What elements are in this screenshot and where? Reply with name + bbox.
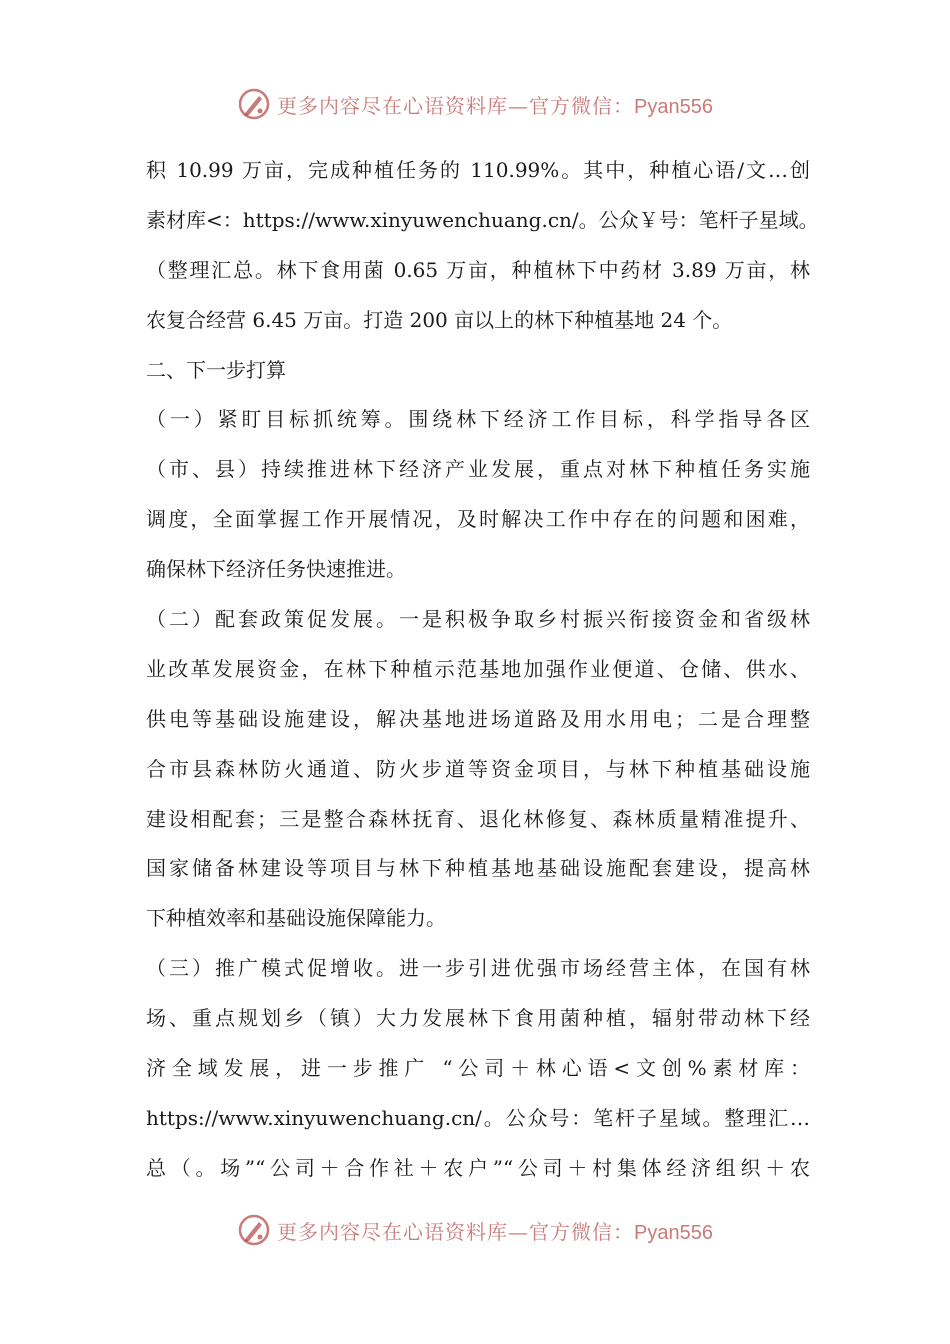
watermark-text: 更多内容尽在心语资料库—官方微信：Pyan556 [277,1219,713,1244]
text-line: 积 10.99 万亩，完成种植任务的 110.99%。其中，种植心语/文…创 [146,158,810,182]
pen-logo-icon [237,87,271,121]
text-line: 素材库<：https://www.xinyuwenchuang.cn/。公众￥号：笔杆子星域。 [146,207,819,232]
text-line: （整理汇总。林下食用菌 0.65 万亩，种植林下中药材 3.89 万亩，林 [146,257,810,282]
watermark-handle: Pyan556 [634,1221,713,1244]
text-line: 场、重点规划乡（镇）大力发展林下食用菌种植，辐射带动林下经 [146,1006,810,1031]
footer-watermark [0,1206,950,1254]
document-body [146,146,819,1194]
text-line: （三）推广模式促增收。进一步引进优强市场经营主体，在国有林 [146,956,810,981]
pen-logo-icon [237,1213,271,1247]
text-line: 业改革发展资金，在林下种植示范基地加强作业便道、仓储、供水、 [146,656,810,681]
text-line: 合市县森林防火通道、防火步道等资金项目，与林下种植基础设施 [146,756,810,781]
text-line: 确保林下经济任务快速推进。 [146,557,406,582]
watermark-text: 更多内容尽在心语资料库—官方微信：Pyan556 [277,93,713,118]
text-line: 总（。场”“公司＋合作社＋农户”“公司＋村集体经济组织＋农 [146,1155,810,1180]
text-line: 供电等基础设施建设，解决基地进场道路及用水用电；二是合理整 [146,706,810,731]
text-line: （二）配套政策促发展。一是积极争取乡村振兴衔接资金和省级林 [146,607,810,632]
text-line: 农复合经营 6.45 万亩。打造 200 亩以上的林下种植基地 24 个。 [146,307,733,332]
text-line: 建设相配套；三是整合森林抚育、退化林修复、森林质量精准提升、 [146,806,810,831]
text-line: 下种植效率和基础设施保障能力。 [146,906,446,931]
text-line: 济全域发展，进一步推广 “公司＋林心语<文创%素材库： [146,1056,810,1081]
text-line: 国家储备林建设等项目与林下种植基地基础设施配套建设，提高林 [146,856,810,881]
text-line: （一）紧盯目标抓统筹。围绕林下经济工作目标，科学指导各区 [146,407,810,432]
text-line: 调度，全面掌握工作开展情况，及时解决工作中存在的问题和困难， [146,507,810,532]
header-watermark [0,80,950,128]
watermark-handle: Pyan556 [634,95,713,118]
text-line: https://www.xinyuwenchuang.cn/。公众号：笔杆子星域。整理汇… [146,1105,810,1130]
text-line: （市、县）持续推进林下经济产业发展，重点对林下种植任务实施 [146,457,810,482]
section-heading: 二、下一步打算 [146,357,286,382]
